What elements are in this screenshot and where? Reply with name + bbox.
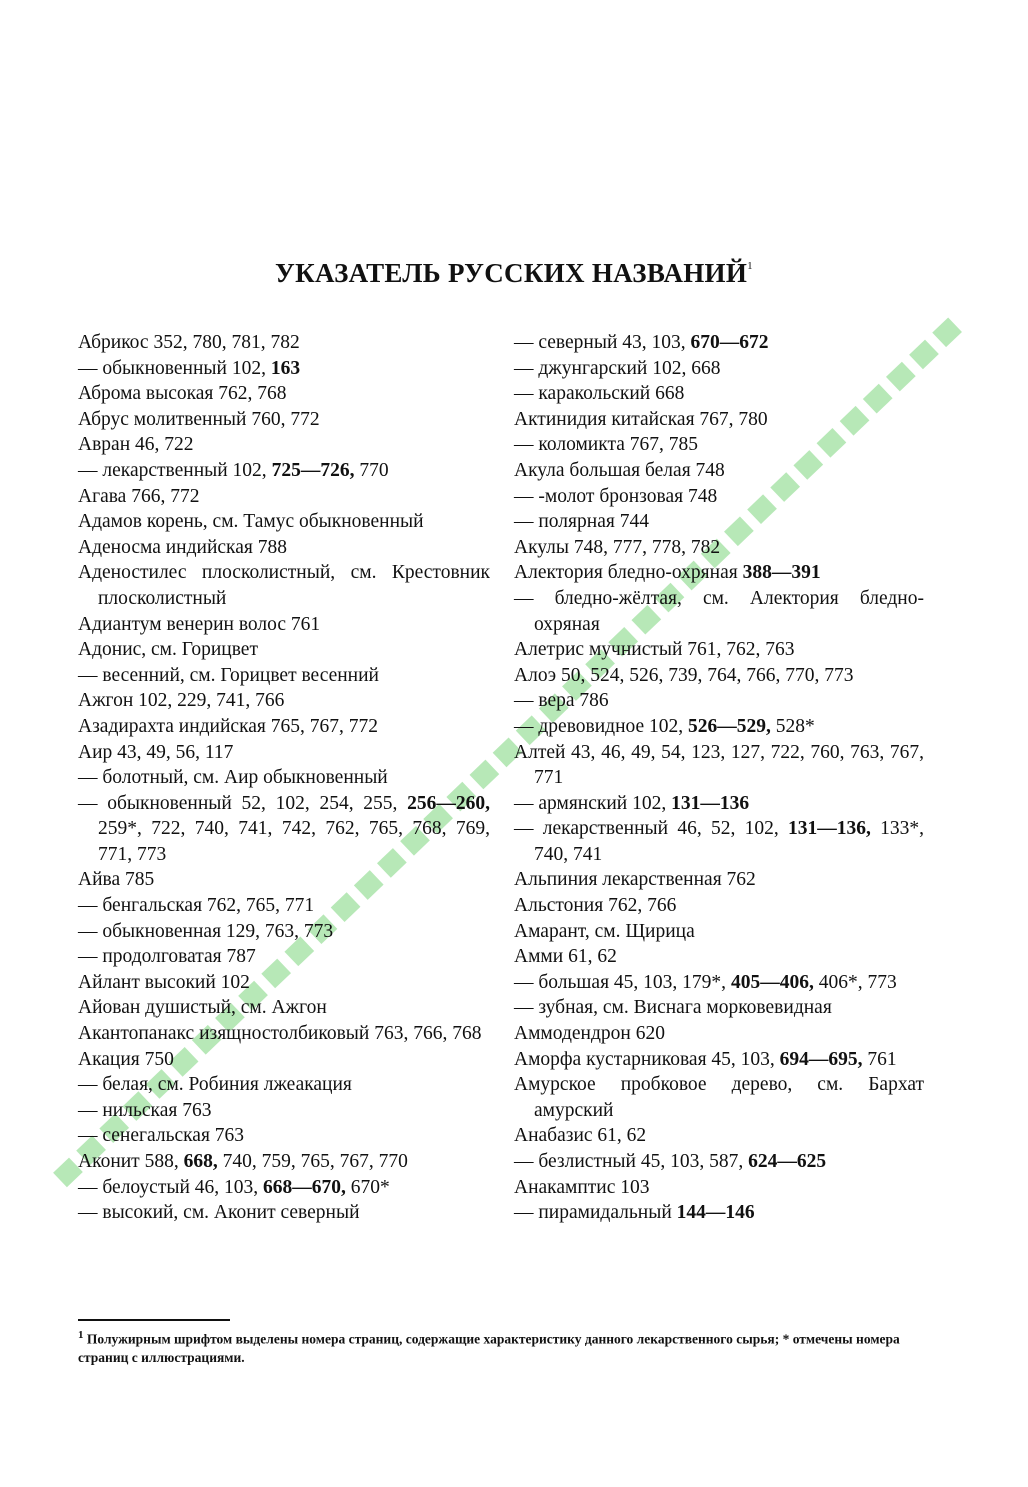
- index-entry: [78, 893, 490, 919]
- index-entry: [78, 509, 490, 535]
- index-entry: [514, 560, 924, 586]
- index-entry: [78, 1149, 490, 1175]
- index-entry-text: Аморфа кустарниковая 45, 103,: [514, 1048, 780, 1070]
- index-entry-text: Аброма высокая 762, 768: [78, 383, 287, 405]
- index-entry-text: Актинидия китайская 767, 780: [514, 408, 768, 430]
- index-entry: [78, 381, 490, 407]
- index-entry-text: — джунгарский 102, 668: [514, 357, 721, 379]
- index-entry-bold-pages: 526—529,: [688, 715, 771, 737]
- index-entry: [78, 740, 490, 766]
- index-entry-text: — безлистный 45, 103, 587,: [514, 1151, 749, 1172]
- index-entry: [78, 995, 490, 1021]
- index-entry-bold-pages: 624—625: [748, 1151, 827, 1172]
- index-entry: [514, 356, 924, 382]
- title-footnote-marker: 1: [747, 260, 753, 272]
- index-entry: [78, 970, 490, 996]
- index-entry-bold-pages: 256—260,: [407, 792, 490, 814]
- index-entry-text: — армянский 102,: [514, 792, 672, 814]
- index-entry: [514, 509, 924, 535]
- index-entry-text: — сенегальская 763: [78, 1125, 245, 1147]
- index-entry: [514, 663, 924, 689]
- index-entry-text: Айлант высокий 102: [78, 971, 250, 993]
- index-entry: [514, 484, 924, 510]
- index-entry-text: — белоустый 46, 103,: [78, 1176, 264, 1198]
- index-entry-text: Адонис, см. Горицвет: [78, 639, 258, 661]
- index-entry-text: 528*: [770, 715, 815, 737]
- index-entry: [78, 407, 490, 433]
- index-entry-text: Айован душистый, см. Ажгон: [78, 997, 327, 1019]
- index-entry: [78, 919, 490, 945]
- index-entry: [514, 919, 924, 945]
- index-entry-bold-pages: 131—136,: [787, 818, 871, 840]
- index-entry: [514, 970, 924, 996]
- index-entry: [514, 458, 924, 484]
- index-entry: [78, 867, 490, 893]
- index-entry: [514, 740, 924, 791]
- index-entry-text: Аденосма индийская 788: [78, 536, 287, 558]
- index-entry-text: — пирамидальный: [514, 1202, 677, 1224]
- index-entry: [514, 432, 924, 458]
- index-entry-text: Аконит 588,: [78, 1151, 184, 1172]
- index-entry-text: Акация 750: [78, 1048, 174, 1070]
- index-entry: [514, 637, 924, 663]
- title-text: УКАЗАТЕЛЬ РУССКИХ НАЗВАНИЙ: [275, 258, 748, 288]
- index-entry: [78, 1098, 490, 1124]
- index-entry-bold-pages: 388—391: [742, 562, 821, 584]
- index-entry: [514, 1047, 924, 1073]
- index-entry-text: Акула большая белая 748: [514, 459, 725, 481]
- right-index-column: [514, 330, 924, 1226]
- index-entry: [78, 688, 490, 714]
- index-entry: [78, 560, 490, 611]
- index-entry-text: Аммодендрон 620: [514, 1023, 665, 1045]
- index-entry-text: — обыкновенный 102,: [78, 357, 271, 379]
- index-entry-text: — полярная 744: [514, 511, 649, 533]
- index-entry: [78, 356, 490, 382]
- index-entry: [514, 407, 924, 433]
- index-entry-text: Абрус молитвенный 760, 772: [78, 408, 320, 430]
- index-entry-text: Алетрис мучнистый 761, 762, 763: [514, 639, 795, 661]
- index-entry: [514, 714, 924, 740]
- index-entry-text: Анакамптис 103: [514, 1176, 650, 1198]
- index-entry-text: — коломикта 767, 785: [514, 434, 698, 456]
- index-entry: [514, 1149, 924, 1175]
- index-entry: [514, 688, 924, 714]
- index-entry: [514, 791, 924, 817]
- index-entry-text: — северный 43, 103,: [514, 332, 691, 353]
- index-entry-text: 770: [354, 459, 389, 481]
- index-entry: [78, 432, 490, 458]
- index-entry-text: Агава 766, 772: [78, 485, 200, 507]
- index-entry: [78, 1047, 490, 1073]
- footnote-divider: [78, 1319, 230, 1321]
- index-entry: [514, 381, 924, 407]
- index-entry-text: Ажгон 102, 229, 741, 766: [78, 690, 285, 712]
- index-entry: [514, 893, 924, 919]
- index-entry-text: 670*: [345, 1176, 390, 1198]
- index-entry-text: — бледно-жёлтая, см. Алектория бледно-охряная: [514, 587, 924, 635]
- index-entry-text: Амарант, см. Щирица: [514, 920, 695, 942]
- index-entry-text: — зубная, см. Виснага морковевидная: [514, 997, 832, 1019]
- index-entry-bold-pages: 694—695,: [779, 1048, 863, 1070]
- index-entry-text: — высокий, см. Аконит северный: [78, 1202, 360, 1224]
- index-entry-text: 761: [862, 1048, 897, 1070]
- index-entry-text: 133*, 740, 741: [534, 818, 924, 865]
- index-entry-text: — белая, см. Робиния лжеакация: [78, 1074, 352, 1096]
- index-entry: [78, 1072, 490, 1098]
- index-entry-text: Адамов корень, см. Тамус обыкновенный: [78, 511, 424, 533]
- index-entry: [78, 330, 490, 356]
- footnote-text: Полужирным шрифтом выделены номера страниц, содержащие характеристику данного лекарственного сырья; * отмечены номера страниц с иллюстрациями.: [78, 1331, 900, 1365]
- footnote-marker: 1: [78, 1329, 84, 1341]
- index-entry: [514, 944, 924, 970]
- index-entry-text: Анабазис 61, 62: [514, 1125, 647, 1147]
- index-entry: [78, 714, 490, 740]
- index-entry: [78, 1175, 490, 1201]
- index-entry: [78, 944, 490, 970]
- index-entry: [514, 867, 924, 893]
- index-entry-text: — обыкновенный 52, 102, 254, 255,: [78, 792, 408, 814]
- index-entry-bold-pages: 668—670,: [263, 1176, 346, 1198]
- index-entry-text: Альпиния лекарственная 762: [514, 869, 756, 891]
- index-entry: [514, 1123, 924, 1149]
- index-entry: [78, 791, 490, 868]
- index-entry-text: Альстония 762, 766: [514, 895, 677, 917]
- left-index-column: [78, 330, 490, 1226]
- index-entry: [514, 586, 924, 637]
- footnote: [78, 1326, 924, 1367]
- index-entry-text: Авран 46, 722: [78, 434, 194, 456]
- index-entry-bold-pages: 668,: [183, 1151, 218, 1172]
- index-entry-text: Абрикос 352, 780, 781, 782: [78, 332, 300, 353]
- index-entry-text: — большая 45, 103, 179*,: [514, 971, 731, 993]
- index-entry-text: Акантопанакс изящностолбиковый 763, 766, 768: [78, 1023, 482, 1045]
- index-entry-text: — вера 786: [514, 690, 609, 712]
- index-entry: [514, 1072, 924, 1123]
- index-entry-bold-pages: 144—146: [676, 1202, 755, 1224]
- index-entry: [78, 458, 490, 484]
- index-entry-text: 740, 759, 765, 767, 770: [217, 1151, 408, 1172]
- index-entry: [78, 765, 490, 791]
- index-entry: [514, 995, 924, 1021]
- index-entry-text: Айва 785: [78, 869, 155, 891]
- index-entry-bold-pages: 163: [270, 357, 301, 379]
- index-entry-text: — лекарственный 102,: [78, 459, 272, 481]
- index-entry-text: Аденостилес плосколистный, см. Крестовник плосколистный: [78, 562, 490, 609]
- index-entry-text: — весенний, см. Горицвет весенний: [78, 664, 379, 686]
- index-entry-text: — древовидное 102,: [514, 715, 689, 737]
- index-entry-text: Амурское пробковое дерево, см. Бархат амурский: [514, 1074, 924, 1121]
- index-entry: [78, 1200, 490, 1226]
- index-entry-text: — продолговатая 787: [78, 946, 256, 968]
- index-entry: [78, 484, 490, 510]
- index-entry-bold-pages: 725—726,: [271, 459, 355, 481]
- index-entry-text: — болотный, см. Аир обыкновенный: [78, 767, 388, 789]
- index-entry-text: Аир 43, 49, 56, 117: [78, 741, 234, 763]
- index-entry-text: — каракольский 668: [514, 383, 685, 405]
- index-entry: [514, 816, 924, 867]
- index-entry-text: — бенгальская 762, 765, 771: [78, 895, 315, 917]
- index-entry-text: — -молот бронзовая 748: [514, 485, 718, 507]
- index-entry: [514, 1200, 924, 1226]
- index-entry-text: — обыкновенная 129, 763, 773: [78, 920, 334, 942]
- page-title: [0, 258, 1028, 289]
- index-entry: [78, 637, 490, 663]
- index-entry-text: — лекарственный 46, 52, 102,: [514, 818, 788, 840]
- index-entry: [514, 535, 924, 561]
- index-entry-text: Алектория бледно-охряная: [514, 562, 743, 584]
- index-entry-text: Амми 61, 62: [514, 946, 617, 968]
- index-entry: [78, 535, 490, 561]
- index-entry-bold-pages: 131—136: [671, 792, 750, 814]
- index-entry: [514, 1021, 924, 1047]
- index-entry-text: — нильская 763: [78, 1099, 212, 1121]
- index-entry: [78, 1123, 490, 1149]
- index-entry: [514, 330, 924, 356]
- index-entry-text: Алоэ 50, 524, 526, 739, 764, 766, 770, 773: [514, 664, 854, 686]
- index-entry-bold-pages: 405—406,: [730, 971, 814, 993]
- index-entry-bold-pages: 670—672: [690, 332, 769, 353]
- index-entry: [78, 1021, 490, 1047]
- index-entry-text: 406*, 773: [813, 971, 897, 993]
- index-entry-text: Алтей 43, 46, 49, 54, 123, 127, 722, 760, 763, 767, 771: [514, 741, 924, 789]
- index-entry-text: 259*, 722, 740, 741, 742, 762, 765, 768, 769, 771, 773: [98, 818, 490, 865]
- index-entry-text: Азадирахта индийская 765, 767, 772: [78, 715, 379, 737]
- index-entry-text: Адиантум венерин волос 761: [78, 613, 321, 635]
- index-entry: [78, 663, 490, 689]
- index-entry: [78, 612, 490, 638]
- index-entry-text: Акулы 748, 777, 778, 782: [514, 536, 721, 558]
- index-entry: [514, 1175, 924, 1201]
